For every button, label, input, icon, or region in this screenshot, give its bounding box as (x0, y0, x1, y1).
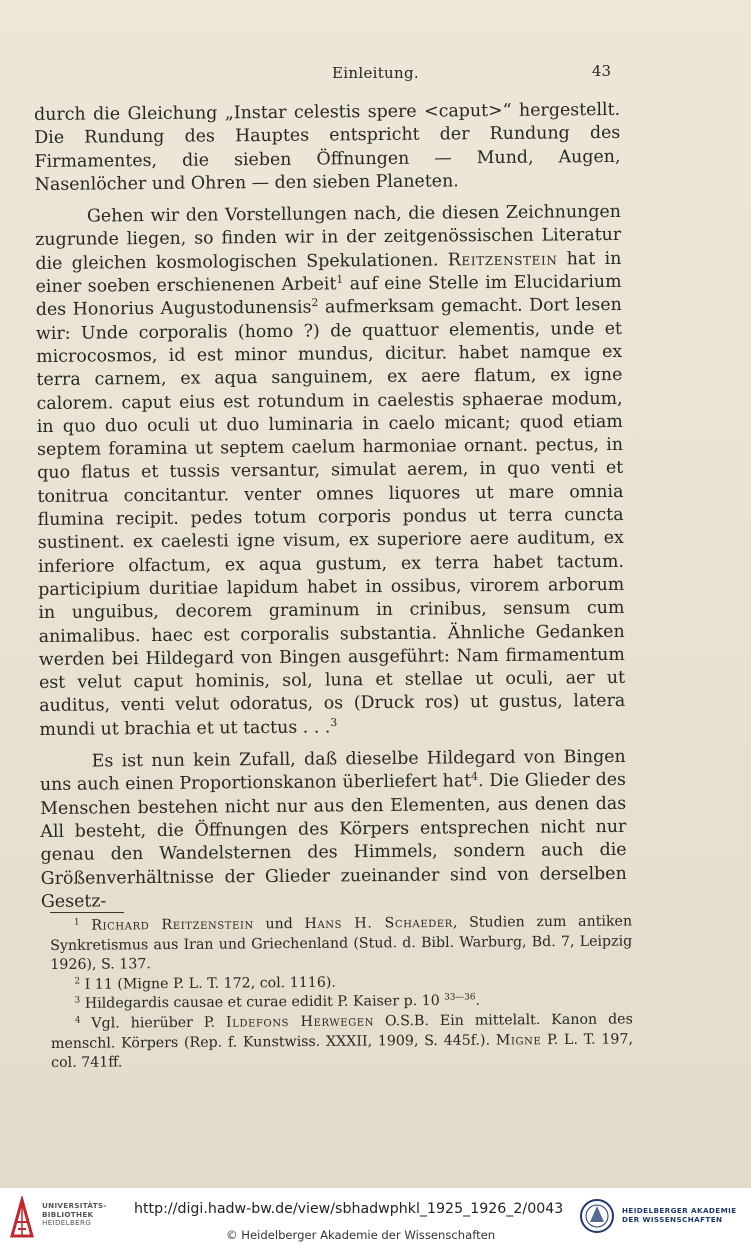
paragraph-1 (34, 99, 621, 197)
footnote-1-author-2: Hans H. Schaeder (304, 914, 453, 933)
footnote-1-number: 1 (74, 917, 80, 928)
paragraph-2-text-a: Gehen wir den Vorstellungen nach, die diesen Zeichnungen zugrunde liegen, so finden wir in der zeitgenössischen Literatur die gleichen kosmologischen Spekulationen. (35, 202, 622, 274)
footnote-ref-2[interactable]: 2 (311, 296, 319, 310)
copyright-notice: © Heidelberger Akademie der Wissenschaften (226, 1228, 496, 1242)
footnote-1-author-1: Richard Reitzenstein (91, 916, 254, 934)
footnote-2-text: I 11 (Migne P. L. T. 172, col. 1116). (84, 974, 336, 993)
uni-name-line-2: BIBLIOTHEK (42, 1209, 94, 1219)
footnote-4-text-c: P. L. T. 197, col. 741ff. (51, 1030, 634, 1072)
paragraph-2-text-d: aufmerksam gemacht. Dort lesen wir: Unde corporalis (homo ?) de quattuor elementis, unde et microcosmos, id est minor mundus, dicitur. habet namque ex terra carnem, ex aqua sanguinem, ex aere flatum, ex igne calorem. caput eius est rotundum in caelestis sphaerae modum, in quo duo oculi ut duo luminaria in caelo micant; quod etiam septem foramina ut septem caelum harmoniae ornant. pectus, in quo flatus et tussis versantur, simulat aerem, in quo venti et tonitrua concitantur. venter omnes liquores ut mare omnia flumina recipit. pedes totum corporis pondus ut terra cuncta sustinent. ex caelesti igne visum, ex superiore aere auditum, ex inferiore olfactum, ex aqua gustum, ex terra habet tactum. participium duritiae lapidum habet in ossibus, virorem arborum in unguibus, decorem graminum in crinibus, sensum cum animalibus. haec est corporalis substantia. Ähnliche Gedanken werden bei Hildegard von Bingen ausgeführt: Nam firmamentum est velut caput hominis, sol, luna et stellae ut oculi, aer ut auditus, venti velut odoratus, os (Druck ros) ut gustus, latera mundi ut brachia et ut tactus . . . (35, 295, 626, 740)
paragraph-3 (40, 746, 627, 914)
footnote-3-pages: 33—36 (444, 992, 476, 1003)
permalink-url[interactable]: http://digi.hadw-bw.de/view/sbhadwphkl_1925_1926_2/0043 (134, 1201, 564, 1217)
footnote-1-und: und (265, 916, 293, 933)
university-library-name (42, 1202, 107, 1228)
academy-name-line-2: DER WISSENSCHAFTEN (622, 1215, 723, 1224)
footnote-divider (50, 912, 124, 913)
footnote-2-number: 2 (74, 976, 81, 987)
uni-name-line-3: HEIDELBERG (42, 1218, 92, 1228)
footnote-1-text: , Studien zum antiken Synkretismus aus Iran und Griechenland (Stud. d. Bibl. Warburg, Bd. 7, Leipzig 1926), S. 137. (50, 913, 633, 974)
footnotes (50, 912, 633, 1073)
footnote-4-number: 4 (74, 1015, 81, 1026)
footnote-4-text-a: Vgl. hierüber P. (91, 1014, 216, 1032)
paragraph-1-text: durch die Gleichung „Instar celestis spere <caput>“ hergestellt. Die Rundung des Hauptes entspricht der Rundung des Firmamentes, die sieben Öffnungen — Mund, Augen, Nasenlöcher und Ohren — den sieben Planeten. (34, 99, 621, 195)
footnote-1 (50, 912, 632, 975)
paragraph-3-text-b: . Die Glieder des Menschen bestehen nicht nur aus den Elementen, aus denen das All besteht, die Öffnungen des Körpers entsprechen nicht nur genau den Wandelsternen des Himmels, sondern auch die Größenverhältnisse der Glieder zueinander sind von derselben Gesetz- (40, 770, 627, 912)
paragraph-2-text-b: hat in einer soeben erschienenen Arbeit (35, 248, 622, 298)
academy-name-line-1: HEIDELBERGER AKADEMIE (622, 1206, 737, 1215)
footnote-ref-1[interactable]: 1 (336, 272, 344, 286)
viewer-footer (0, 1188, 751, 1254)
footnote-4-author: Ildefons Herwegen (225, 1013, 375, 1031)
footnote-4 (51, 1010, 633, 1073)
footnote-3-end: . (475, 993, 481, 1010)
university-library-logo-icon[interactable] (8, 1196, 36, 1240)
author-reitzenstein: Reitzenstein (447, 249, 558, 271)
footnote-4-text-b: O.S.B. Ein mittelalt. Kanon des menschl. Körpers (Rep. f. Kunstwiss. XXXII, 1909, S. 445f.). (50, 1011, 633, 1052)
footnote-ref-4[interactable]: 4 (471, 769, 479, 784)
paragraph-2-text-c: auf eine Stelle im Elucidarium des Honorius Augustodunensis (35, 271, 622, 321)
page-number: 43 (591, 62, 611, 80)
paragraph-2 (35, 201, 626, 742)
footnote-3-number: 3 (74, 995, 81, 1006)
paragraph-3-text-a: Es ist nun kein Zufall, daß dieselbe Hildegard von Bingen uns auch einen Proportionskanon überliefert hat (39, 746, 626, 796)
academy-name (622, 1206, 737, 1224)
footnote-3-text: Hildegardis causae et curae edidit P. Kaiser p. 10 (84, 993, 440, 1013)
body-text (34, 99, 627, 914)
academy-seal-icon[interactable] (579, 1196, 615, 1236)
footnote-4-migne: Migne (495, 1031, 542, 1049)
footnote-ref-3[interactable]: 3 (330, 715, 338, 729)
uni-name-line-1: UNIVERSITÄTS- (42, 1201, 107, 1210)
running-head: Einleitung. (332, 64, 419, 82)
